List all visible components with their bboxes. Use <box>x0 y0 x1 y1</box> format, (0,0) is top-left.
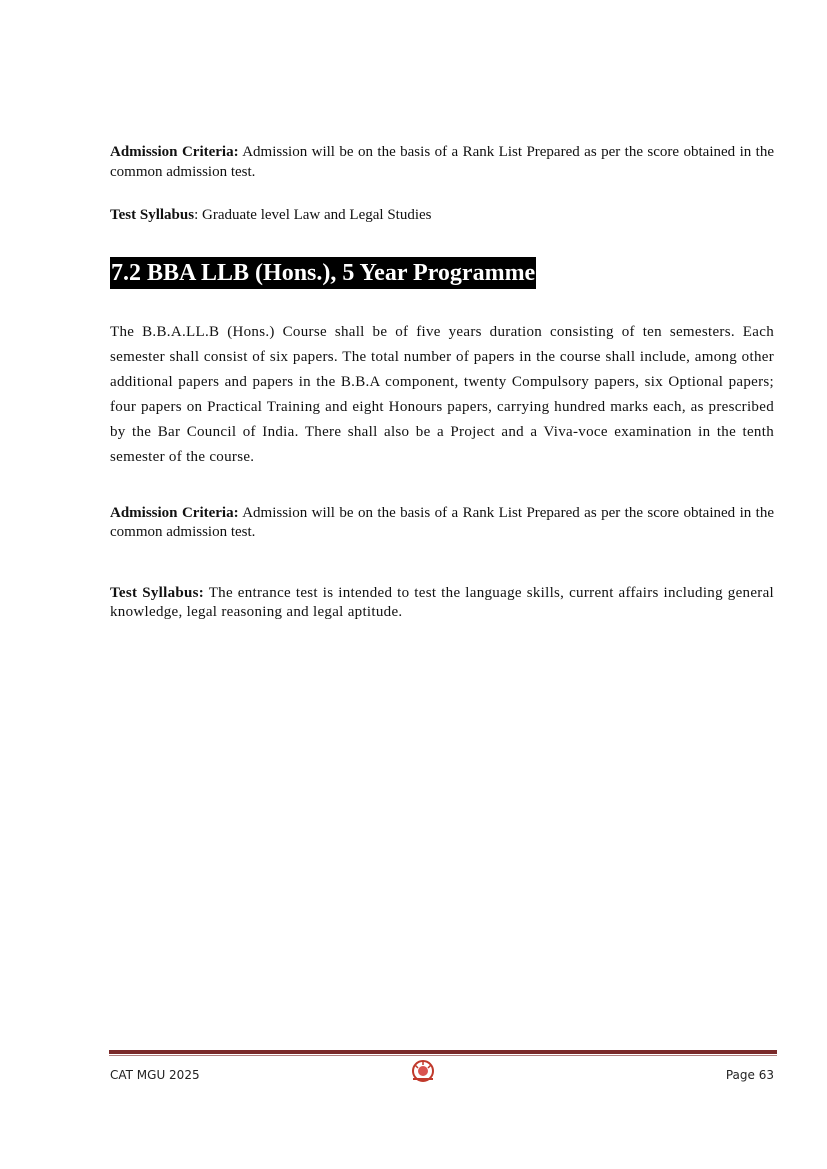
test-syllabus-label: Test Syllabus <box>110 207 195 223</box>
test-syllabus-paragraph <box>110 205 432 225</box>
test-syllabus-text: : Graduate level Law and Legal Studies <box>194 207 432 223</box>
programme-description: The B.B.A.LL.B (Hons.) Course shall be of five years duration consisting of ten semesters. Each semester shall consist of six papers. The total number of papers in the course shall include, among other additional papers and papers in the B.B.A component, twenty Compulsory papers, six Optional papers; four papers on Practical Training and eight Honours papers, carrying hundred marks each, as prescribed by the Bar Council of India. There shall also be a Project and a Viva-voce examination in the tenth semester of the course. <box>110 324 774 465</box>
admission-criteria-paragraph-2 <box>110 504 774 542</box>
admission-criteria-label: Admission Criteria: <box>110 144 239 160</box>
page-number: Page 63 <box>725 1068 774 1082</box>
admission-criteria-text: Admission will be on the basis of a Rank List Prepared as per the score obtained in the common admission test. <box>110 144 774 180</box>
test-syllabus-label-2: Test Syllabus: <box>110 585 205 601</box>
footer-rule-thin <box>109 1055 777 1056</box>
test-syllabus-text-2: The entrance test is intended to test the language skills, current affairs including general knowledge, legal reasoning and legal aptitude. <box>110 585 775 620</box>
university-emblem-icon <box>409 1059 437 1083</box>
footer-title: CAT MGU 2025 <box>110 1068 200 1082</box>
admission-criteria-text-2: Admission will be on the basis of a Rank List Prepared as per the score obtained in the common admission test. <box>110 505 774 540</box>
admission-criteria-paragraph <box>110 142 774 182</box>
test-syllabus-paragraph-2 <box>110 584 774 622</box>
footer-rule <box>109 1050 777 1054</box>
section-heading: 7.2 BBA LLB (Hons.), 5 Year Programme <box>110 257 536 289</box>
admission-criteria-label-2: Admission Criteria: <box>110 505 239 521</box>
